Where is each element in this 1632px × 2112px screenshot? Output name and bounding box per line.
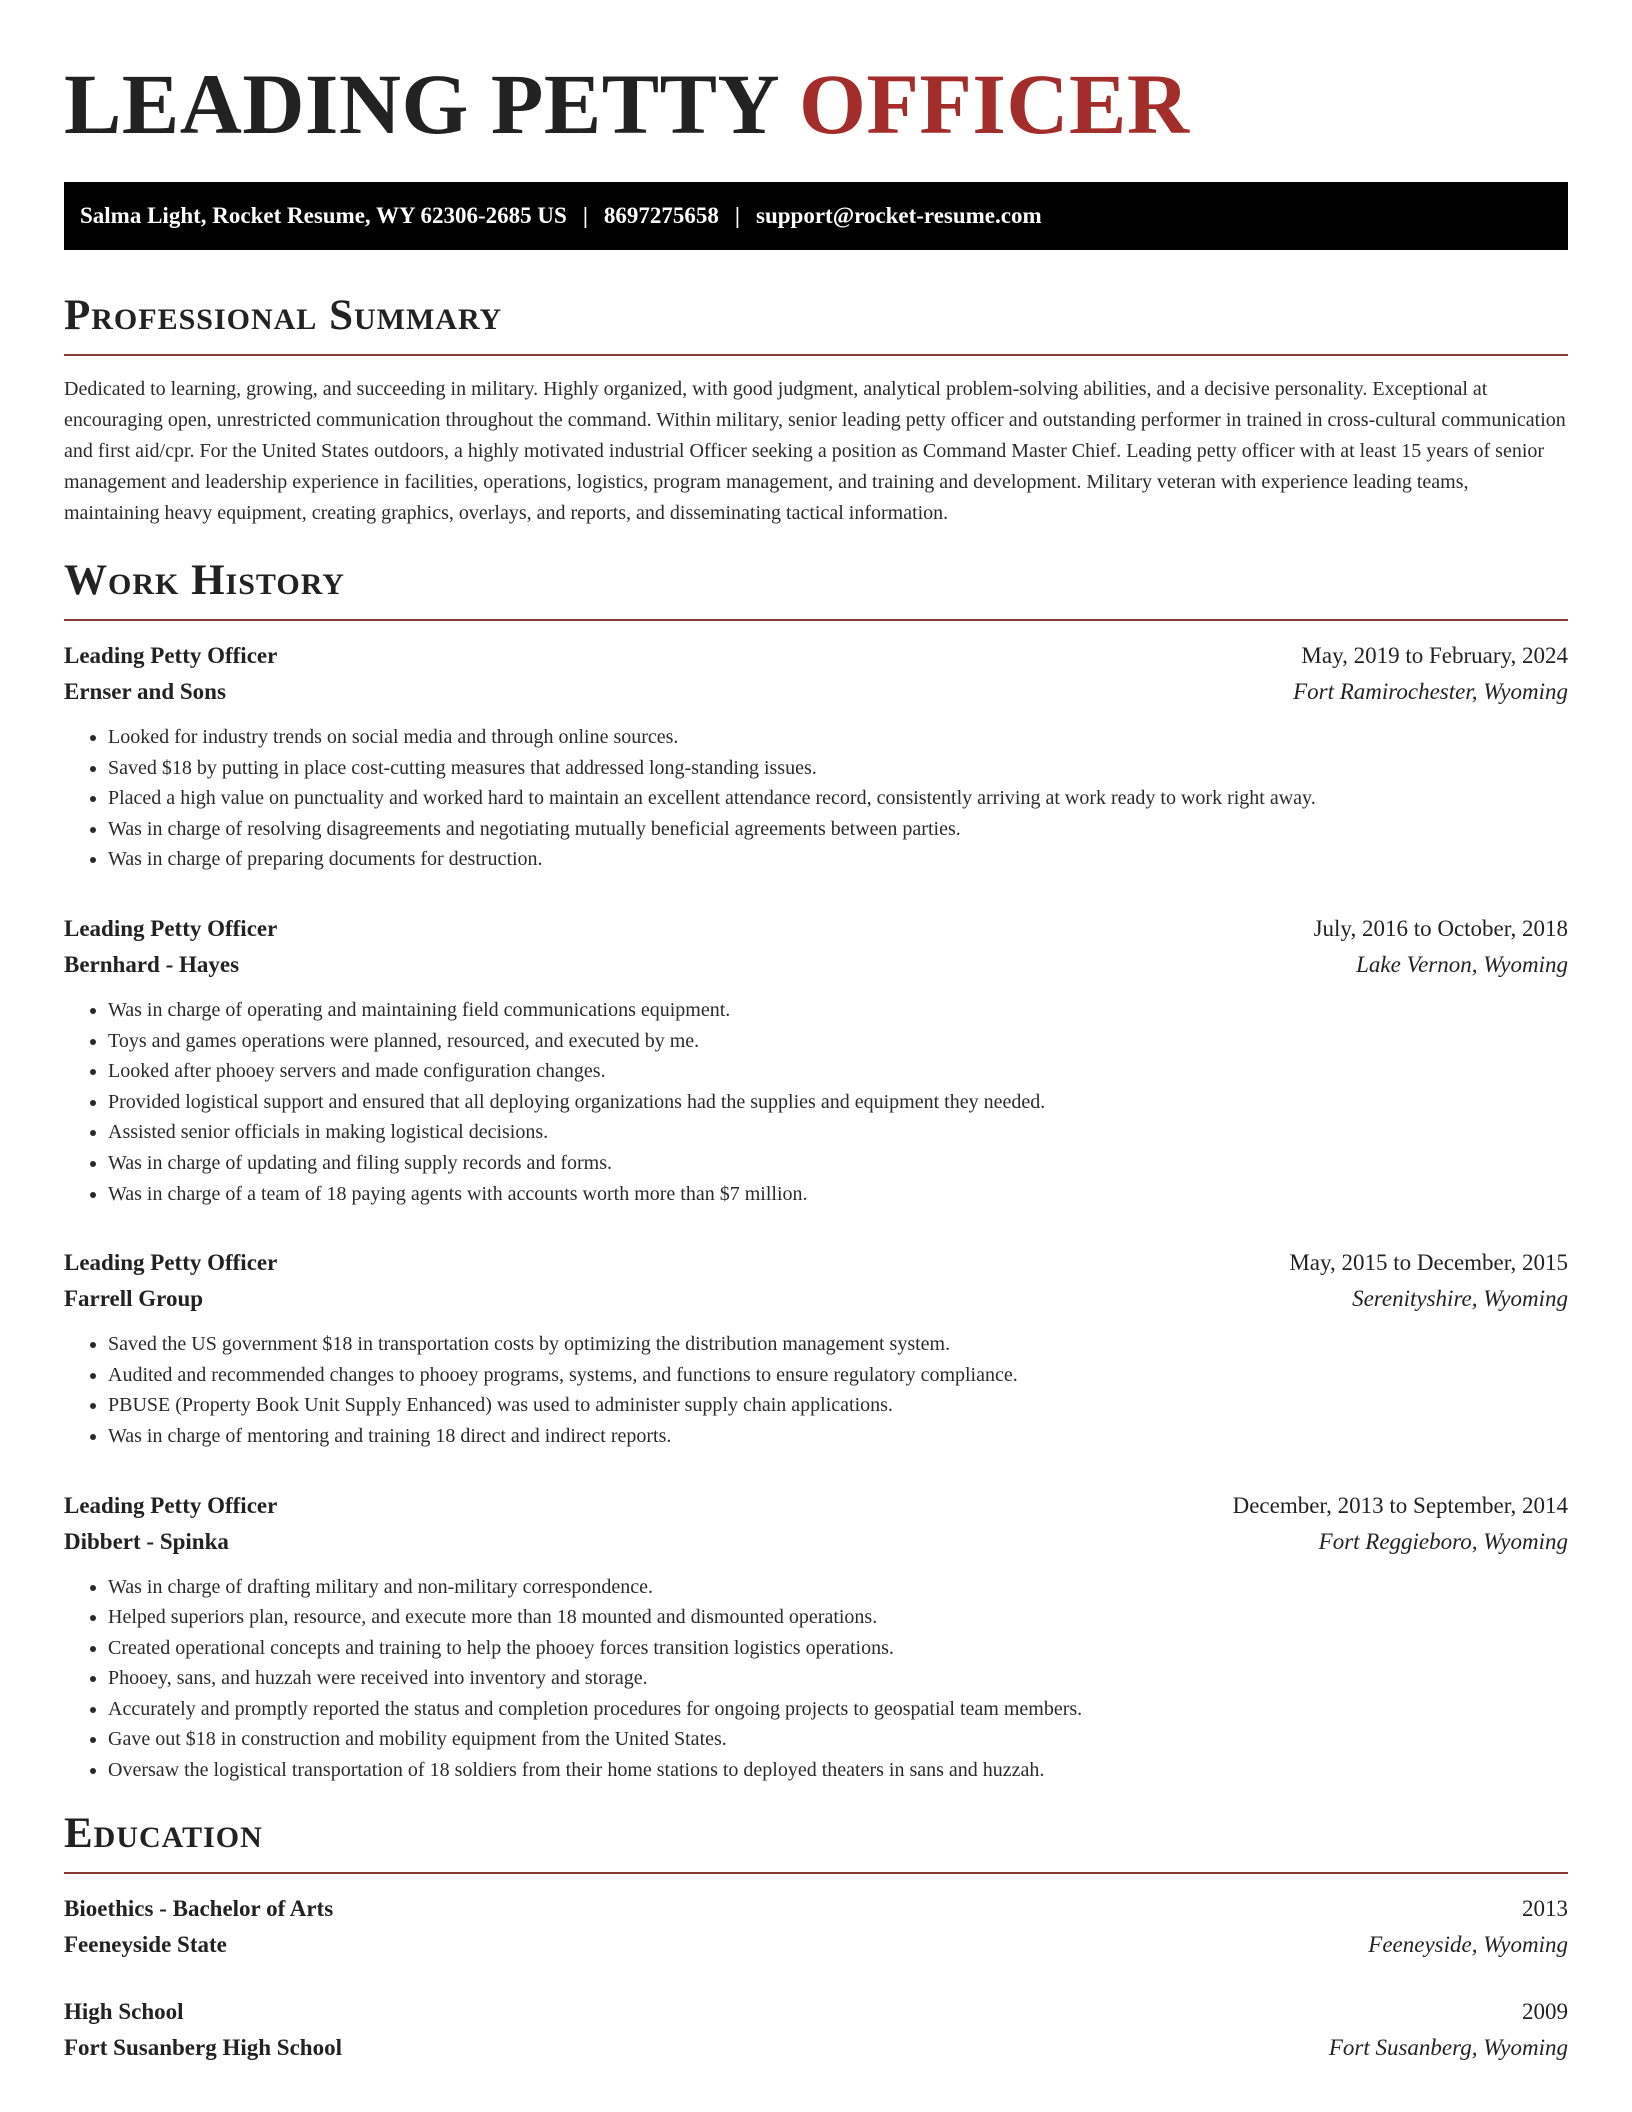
education-school: Fort Susanberg High School [64, 2034, 342, 2060]
job-bullet: • Accurately and promptly reported the status and completion procedures for ongoing projects to geospatial team members. [108, 1694, 1568, 1725]
job-bullet: • Looked after phooey servers and made configuration changes. [108, 1056, 1568, 1087]
job-header-row [64, 1488, 1568, 1524]
job-entry [64, 1488, 1568, 1786]
job-list [64, 638, 1568, 1786]
education-school-row [64, 1927, 1568, 1963]
job-company-row [64, 674, 1568, 710]
job-bullet: • Audited and recommended changes to phooey programs, systems, and functions to ensure regulatory compliance. [108, 1360, 1568, 1391]
job-bullet: • Was in charge of resolving disagreements and negotiating mutually beneficial agreements between parties. [108, 814, 1568, 845]
education-degree-row [64, 1994, 1568, 2030]
job-entry [64, 911, 1568, 1209]
contact-separator: | [582, 203, 588, 228]
job-entry [64, 1245, 1568, 1451]
education-degree-row [64, 1891, 1568, 1927]
job-bullet: • Saved $18 by putting in place cost-cutting measures that addressed long-standing issues. [108, 753, 1568, 784]
job-dates: July, 2016 to October, 2018 [1313, 915, 1568, 941]
education-entry [64, 1891, 1568, 1963]
contact-email: support@rocket-resume.com [756, 203, 1042, 228]
section-title-work-history: Work History [64, 557, 345, 604]
job-bullet-list [64, 1572, 1568, 1786]
job-company-row [64, 947, 1568, 983]
job-bullet: • Oversaw the logistical transportation of 18 soldiers from their home stations to deployed theaters in sans and huzzah. [108, 1755, 1568, 1786]
job-bullet: • Saved the US government $18 in transportation costs by optimizing the distribution management system. [108, 1329, 1568, 1360]
job-role: Leading Petty Officer [64, 915, 278, 941]
job-entry [64, 638, 1568, 875]
job-dates: May, 2015 to December, 2015 [1289, 1250, 1568, 1276]
job-bullet: • Was in charge of a team of 18 paying agents with accounts worth more than $7 million. [108, 1179, 1568, 1210]
job-bullet: • Was in charge of operating and maintaining field communications equipment. [108, 995, 1568, 1026]
section-title-education: Education [64, 1809, 263, 1857]
job-bullet: • Placed a high value on punctuality and worked hard to maintain an excellent attendance record, consistently arriving at work ready to work right away. [108, 783, 1568, 814]
job-dates: May, 2019 to February, 2024 [1301, 643, 1568, 668]
job-bullet: • Helped superiors plan, resource, and execute more than 18 mounted and dismounted operations. [108, 1602, 1568, 1633]
education-school-row [64, 2030, 1568, 2066]
job-bullet: • Toys and games operations were planned, resourced, and executed by me. [108, 1026, 1568, 1057]
job-bullet: • Phooey, sans, and huzzah were received into inventory and storage. [108, 1663, 1568, 1694]
section-divider [64, 619, 1568, 621]
job-location: Fort Reggieboro, Wyoming [1318, 1528, 1568, 1554]
job-bullet: • Looked for industry trends on social media and through online sources. [108, 722, 1568, 753]
education-section [64, 1808, 1568, 2066]
job-bullet-list [64, 1329, 1568, 1451]
job-bullet: • Was in charge of preparing documents for destruction. [108, 844, 1568, 875]
job-header-row [64, 911, 1568, 947]
education-school: Feeneyside State [64, 1931, 227, 1957]
job-bullet: • Was in charge of drafting military and non-military correspondence. [108, 1572, 1568, 1603]
contact-bar [64, 182, 1568, 250]
job-location: Lake Vernon, Wyoming [1356, 951, 1568, 977]
job-header-row [64, 638, 1568, 674]
contact-address: Salma Light, Rocket Resume, WY 62306-2685 US [80, 203, 567, 228]
job-company: Ernser and Sons [64, 679, 226, 704]
job-company: Dibbert - Spinka [64, 1528, 229, 1554]
job-location: Fort Ramirochester, Wyoming [1293, 679, 1568, 704]
job-bullet: • Was in charge of updating and filing supply records and forms. [108, 1148, 1568, 1179]
summary-section [64, 290, 1568, 529]
job-bullet: • Assisted senior officials in making logistical decisions. [108, 1117, 1568, 1148]
job-role: Leading Petty Officer [64, 643, 278, 668]
job-bullet: • Created operational concepts and training to help the phooey forces transition logistics operations. [108, 1633, 1568, 1664]
resume-title [64, 52, 1568, 156]
contact-separator: | [734, 203, 740, 228]
education-entry [64, 1994, 1568, 2066]
education-location: Fort Susanberg, Wyoming [1328, 2034, 1568, 2060]
education-list [64, 1891, 1568, 2066]
title-main: LEADING PETTY [64, 56, 799, 152]
job-role: Leading Petty Officer [64, 1250, 278, 1276]
education-year: 2013 [1522, 1895, 1568, 1921]
job-company-row [64, 1281, 1568, 1317]
job-role: Leading Petty Officer [64, 1492, 278, 1518]
education-year: 2009 [1522, 1998, 1568, 2024]
education-degree: Bioethics - Bachelor of Arts [64, 1895, 334, 1921]
education-degree: High School [64, 1998, 184, 2024]
job-bullet: • Was in charge of mentoring and training 18 direct and indirect reports. [108, 1421, 1568, 1452]
work-history-section [64, 555, 1568, 1786]
job-bullet: • PBUSE (Property Book Unit Supply Enhanced) was used to administer supply chain applications. [108, 1390, 1568, 1421]
contact-phone: 8697275658 [603, 203, 719, 228]
title-accent: OFFICER [798, 56, 1190, 152]
job-company-row [64, 1524, 1568, 1560]
job-dates: December, 2013 to September, 2014 [1232, 1492, 1568, 1518]
job-location: Serenityshire, Wyoming [1352, 1286, 1568, 1312]
section-title-summary: Professional Summary [64, 292, 503, 339]
section-divider [64, 354, 1568, 356]
job-bullet: • Provided logistical support and ensured that all deploying organizations had the supplies and equipment they needed. [108, 1087, 1568, 1118]
job-bullet: • Gave out $18 in construction and mobility equipment from the United States. [108, 1724, 1568, 1755]
job-bullet-list [64, 995, 1568, 1209]
job-company: Farrell Group [64, 1286, 204, 1312]
job-bullet-list [64, 722, 1568, 875]
summary-text: Dedicated to learning, growing, and succeeding in military. Highly organized, with good judgment, analytical problem-solving abilities, and a decisive personality. Exceptional at encouraging open, unrestricted communication throughout the command. Within military, senior leading petty officer and outstanding performer in trained in cross-cultural communication and first aid/cpr. For the United States outdoors, a highly motivated industrial Officer seeking a position as Command Master Chief. Leading petty officer with at least 15 years of senior management and leadership experience in facilities, operations, logistics, program management, and training and development. Military veteran with experience leading teams, maintaining heavy equipment, creating graphics, overlays, and reports, and disseminating tactical information. [64, 378, 1566, 524]
section-divider [64, 1872, 1568, 1874]
job-company: Bernhard - Hayes [64, 951, 240, 977]
education-location: Feeneyside, Wyoming [1368, 1931, 1568, 1957]
job-header-row [64, 1245, 1568, 1281]
